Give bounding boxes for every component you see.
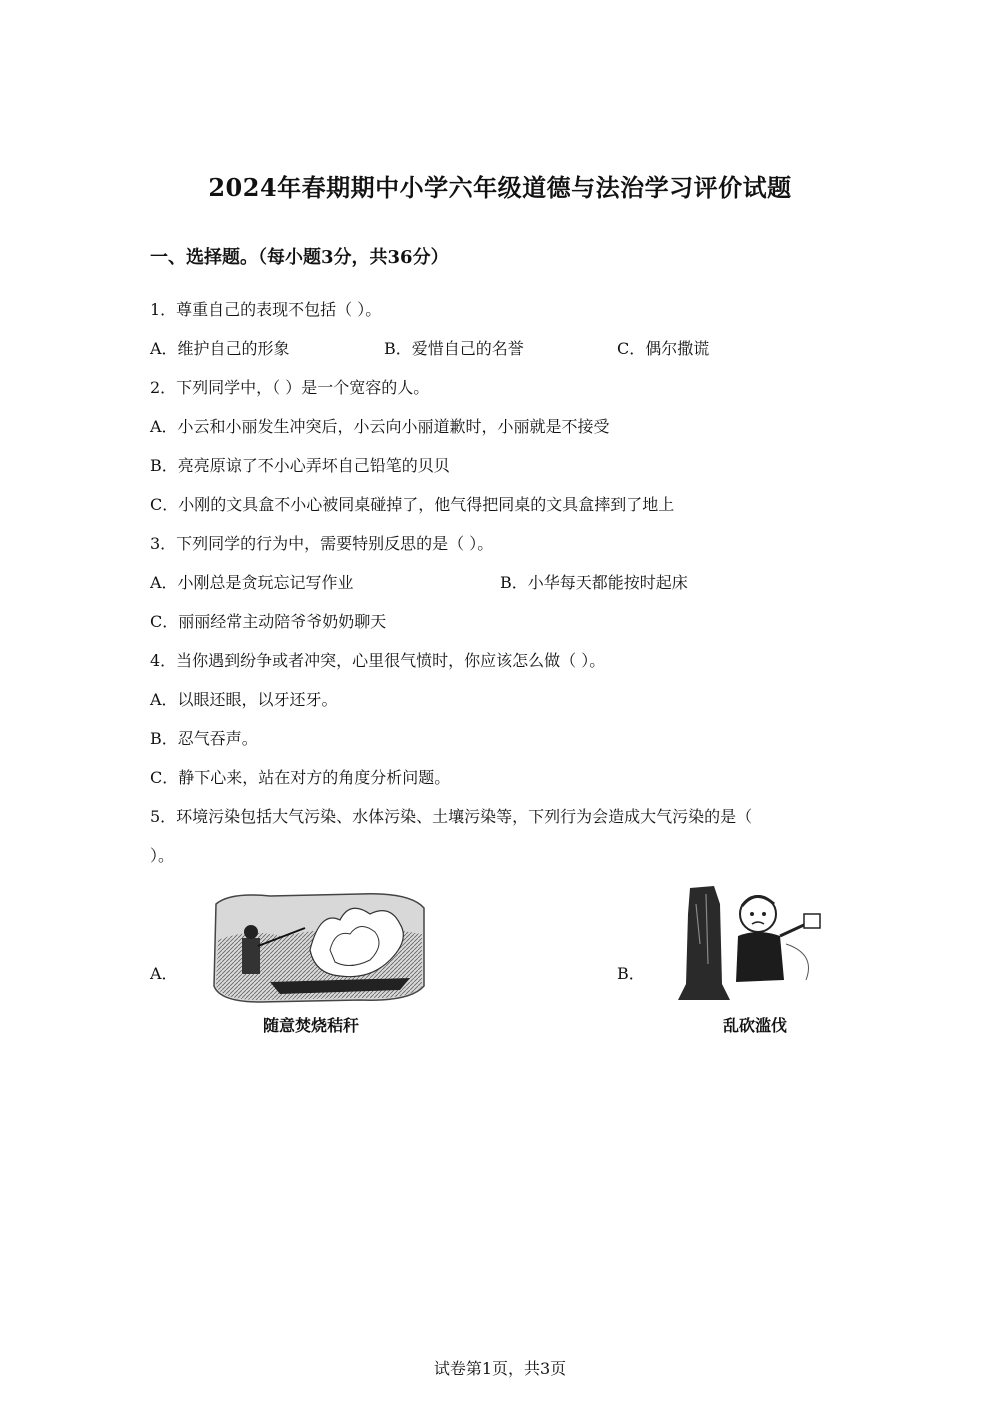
question-5-option-a-label: A． bbox=[150, 964, 178, 983]
deforestation-image bbox=[676, 884, 824, 1006]
question-3-option-a: A．小刚总是贪玩忘记写作业 bbox=[150, 573, 354, 592]
deforestation-caption: 乱砍滥伐 bbox=[722, 1016, 787, 1035]
question-3-stem: 3．下列同学的行为中，需要特别反思的是（ ）。 bbox=[150, 534, 494, 553]
question-5-stem-cont: ）。 bbox=[150, 846, 175, 865]
question-2-option-c: C．小刚的文具盒不小心被同桌碰掉了，他气得把同桌的文具盒摔到了地上 bbox=[150, 495, 675, 514]
question-5-option-b-label: B． bbox=[617, 964, 645, 983]
page-footer: 试卷第1页，共3页 bbox=[433, 1359, 567, 1378]
question-2-option-a: A．小云和小丽发生冲突后，小云向小丽道歉时，小丽就是不接受 bbox=[150, 417, 610, 436]
question-4-stem: 4．当你遇到纷争或者冲突，心里很气愤时，你应该怎么做（ ）。 bbox=[150, 651, 606, 670]
burning-straw-image bbox=[210, 890, 426, 1006]
question-1-stem: 1．尊重自己的表现不包括（ ）。 bbox=[150, 300, 382, 319]
question-2-stem: 2．下列同学中，（ ）是一个宽容的人。 bbox=[150, 378, 430, 397]
question-3-option-b: B．小华每天都能按时起床 bbox=[500, 573, 688, 592]
question-4-option-c: C．静下心来，站在对方的角度分析问题。 bbox=[150, 768, 451, 787]
question-3-option-c: C．丽丽经常主动陪爷爷奶奶聊天 bbox=[150, 612, 387, 631]
question-4-option-a: A．以眼还眼，以牙还牙。 bbox=[150, 690, 338, 709]
burning-straw-caption: 随意焚烧秸秆 bbox=[262, 1016, 359, 1035]
question-5-stem: 5．环境污染包括大气污染、水体污染、土壤污染等，下列行为会造成大气污染的是（ bbox=[150, 807, 753, 826]
page-title: 2024年春期期中小学六年级道德与法治学习评价试题 bbox=[208, 173, 792, 202]
question-1-option-a: A．维护自己的形象 bbox=[150, 339, 290, 358]
question-1-option-c: C．偶尔撒谎 bbox=[617, 339, 710, 358]
question-1-option-b: B．爱惜自己的名誉 bbox=[384, 339, 524, 358]
question-4-option-b: B．忍气吞声。 bbox=[150, 729, 258, 748]
question-2-option-b: B．亮亮原谅了不小心弄坏自己铅笔的贝贝 bbox=[150, 456, 450, 475]
section-heading: 一、选择题。（每小题3分，共36分） bbox=[150, 247, 449, 268]
